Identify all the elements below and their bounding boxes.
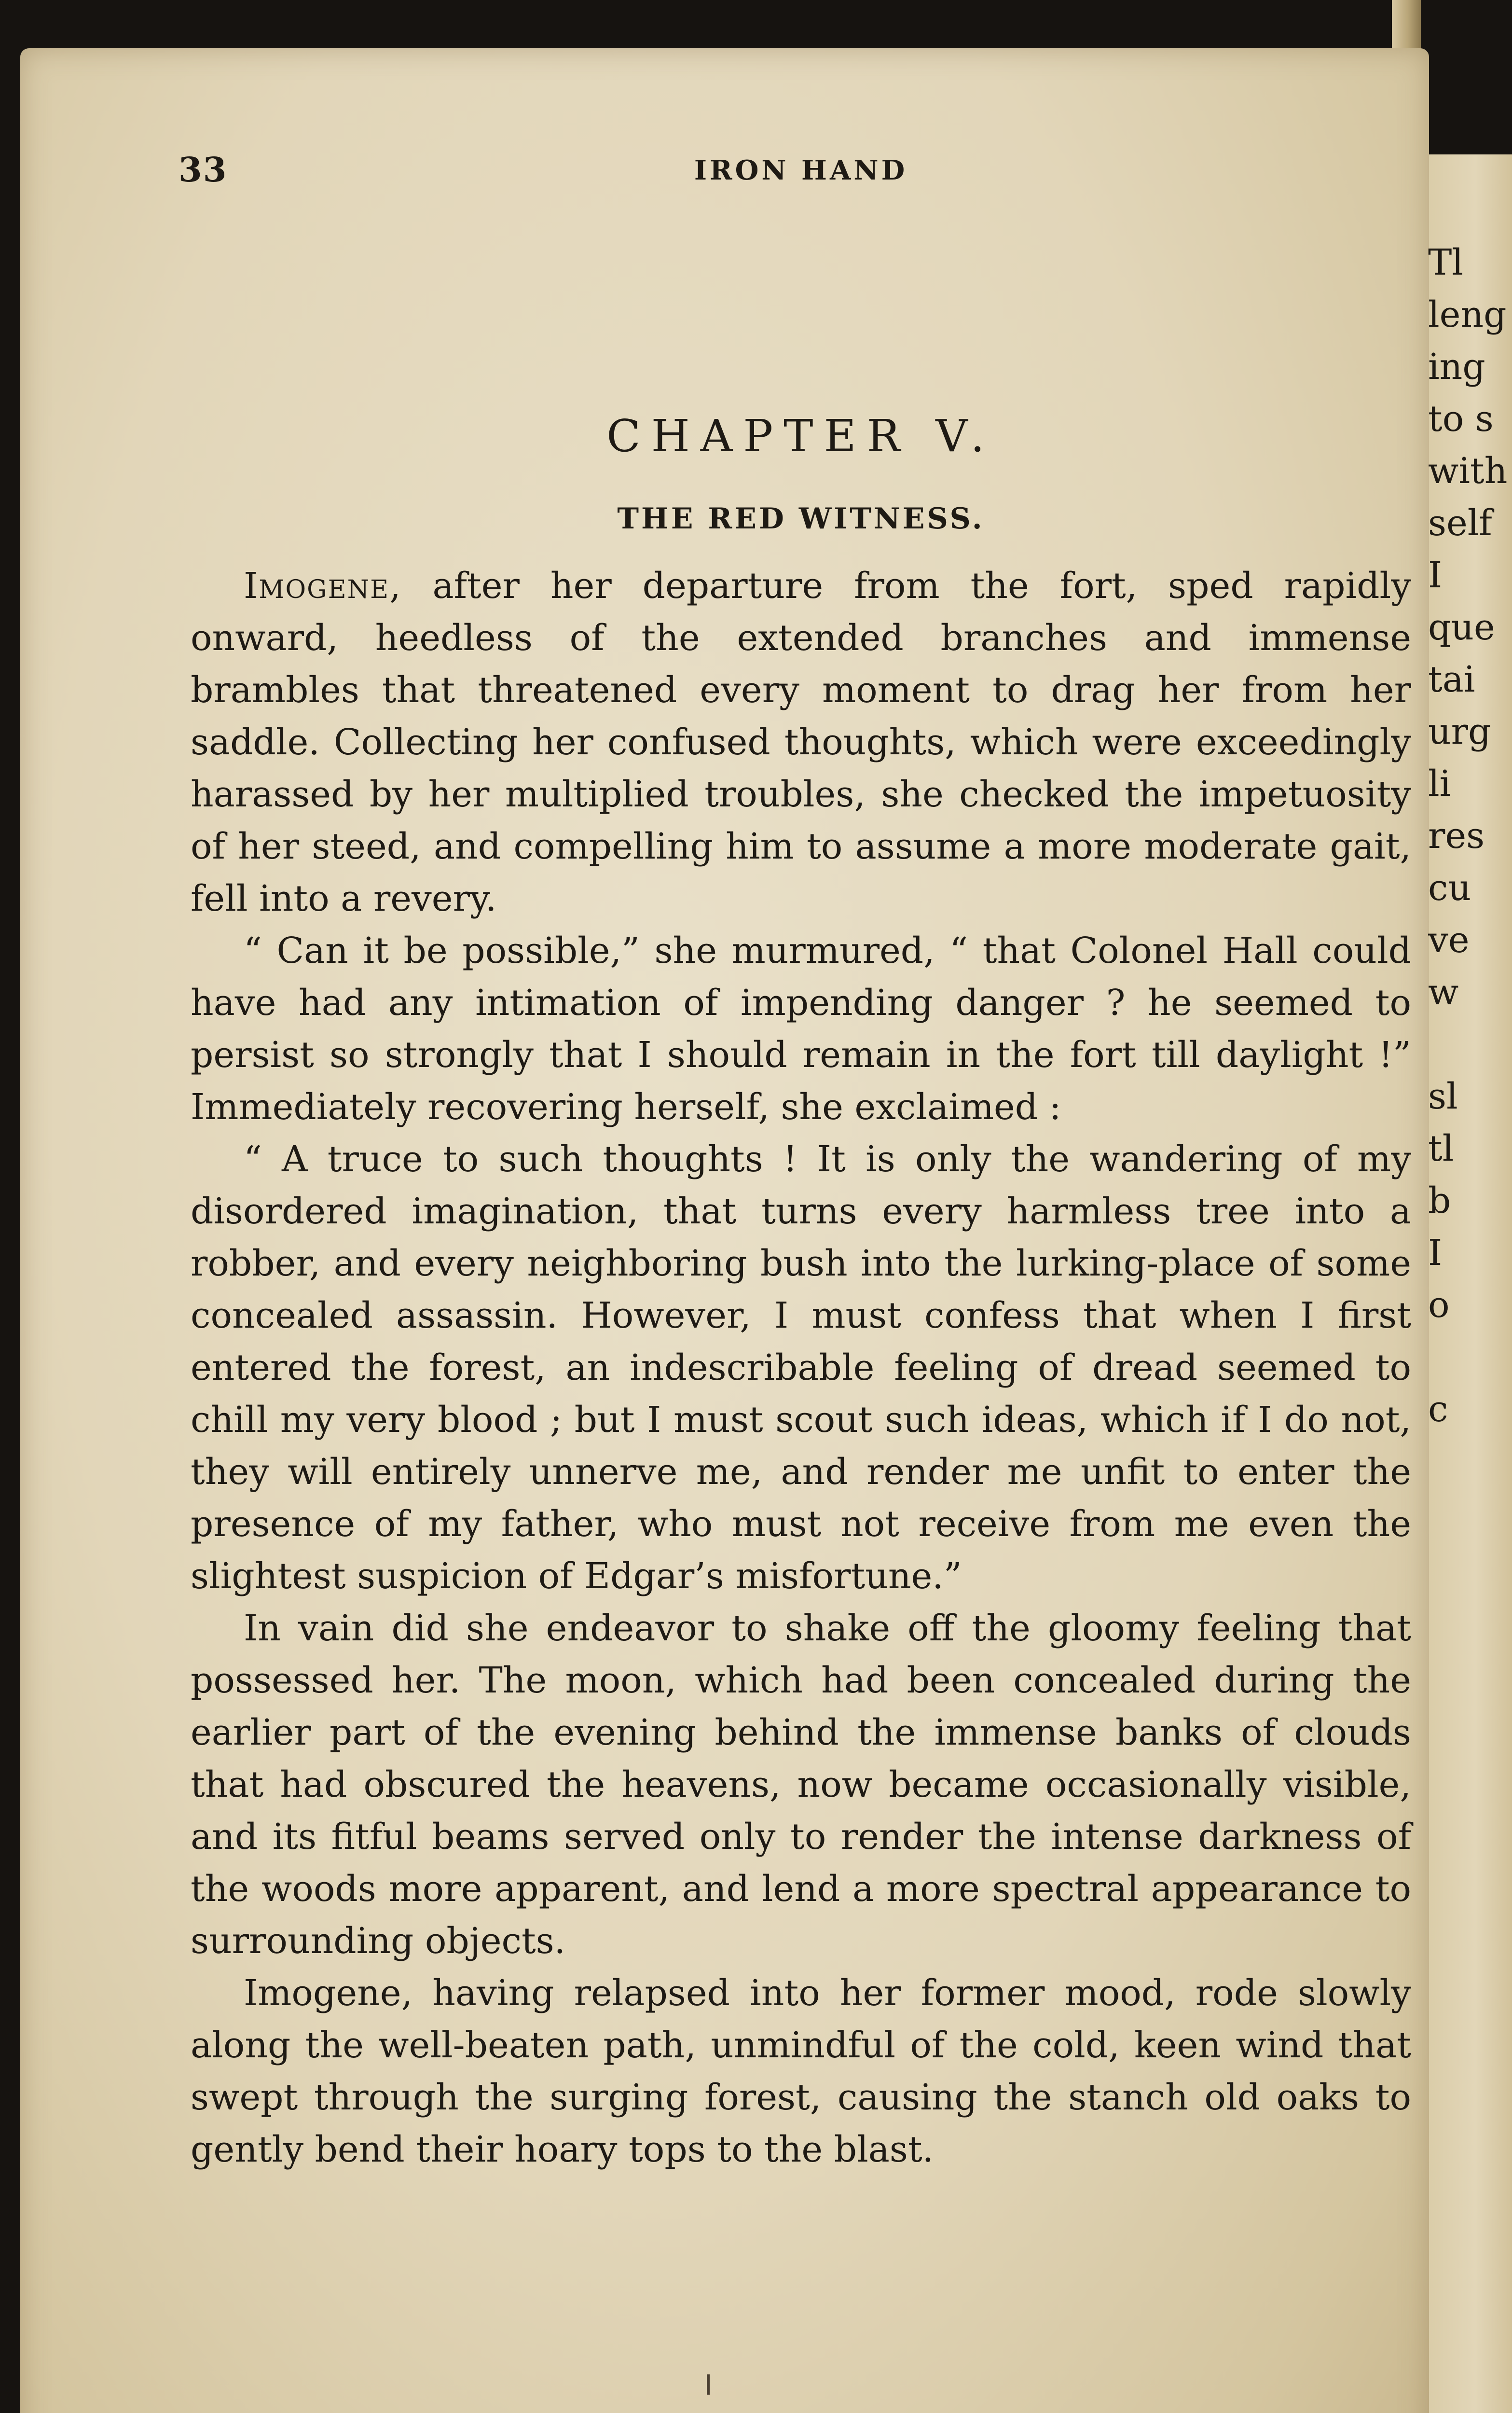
chapter-heading: CHAPTER V. <box>606 410 995 462</box>
running-title: IRON HAND <box>694 154 908 186</box>
facing-page-fragment: I <box>1428 555 1443 596</box>
facing-page-fragment: tl <box>1428 1128 1454 1169</box>
facing-page-fragment: res <box>1428 815 1485 857</box>
facing-page-fragment <box>1428 1331 1510 1383</box>
facing-page-fragment: li <box>1428 763 1451 804</box>
facing-page-fragment: ve <box>1428 919 1470 961</box>
paragraph <box>191 1967 1411 2176</box>
facing-page-fragment: Tl <box>1428 242 1464 283</box>
chapter-subtitle: THE RED WITNESS. <box>617 502 985 536</box>
facing-page-fragment: with <box>1428 450 1508 492</box>
facing-page-fragment: cu <box>1428 867 1471 909</box>
paragraph-text: Imogene, having relapsed into her former mood, rode slowly along the well-beaten path, unmindful of the cold, keen wind that swept through the surging forest, causing the stanch old oaks to gently bend their hoary tops to the blast. <box>191 1972 1411 2170</box>
facing-page-fragment: leng <box>1428 294 1507 335</box>
facing-page-fragment: self <box>1428 502 1492 544</box>
paragraph-text: after her departure from the fort, sped rapidly onward, heedless of the extended branches and immense brambles that threatened every moment to drag her from her saddle. Collecting her confused thoughts, which were exceedingly harassed by her multiplied troubles, she checked the impetuosity of her steed, and compelling him to assume a more moderate gait, fell into a revery. <box>191 565 1411 919</box>
paragraph-text: In vain did she endeavor to shake off the gloomy feeling that possessed her. The moon, which had been concealed during the earlier part of the evening behind the immense banks of clouds that had obscured the heavens, now became occasionally visible, and its fitful beams served only to render the intense darkness of the woods more apparent, and lend a more spectral appearance to surrounding objects. <box>191 1608 1411 1962</box>
page-number: 33 <box>179 150 228 190</box>
facing-page-fragment: to s <box>1428 398 1494 440</box>
facing-page-fragment: tai <box>1428 659 1475 700</box>
facing-page-fragment: que <box>1428 607 1495 648</box>
chapter-body <box>191 560 1411 2176</box>
paragraph <box>191 925 1411 1133</box>
running-head <box>179 150 1423 203</box>
facing-page-fragment: I <box>1428 1232 1443 1274</box>
paragraph <box>191 1602 1411 1967</box>
paragraph-lead-word: Imogene, <box>244 565 402 607</box>
facing-page-fragment: w <box>1428 971 1459 1013</box>
facing-page-text <box>1428 236 1510 1435</box>
paragraph <box>191 1133 1411 1602</box>
facing-page-fragment: urg <box>1428 711 1491 752</box>
paragraph-text: “ Can it be possible,” she murmured, “ that Colonel Hall could have had any intimation of impending danger ? he seemed to persist so strongly that I should remain in the fort till daylight !” Immediately recovering herself, she exclaimed : <box>191 930 1411 1128</box>
paragraph <box>191 560 1411 925</box>
page-ornament <box>707 2374 710 2395</box>
facing-page-fragment: sl <box>1428 1076 1458 1117</box>
paragraph-text: “ A truce to such thoughts ! It is only the wandering of my disordered imagination, that turns every harmless tree into a robber, and every neighboring bush into the lurking-place of some concealed assassin. However, I must confess that when I first entered the forest, an indescribable feeling of dread seemed to chill my very blood ; but I must scout such ideas, which if I do not, they will entirely unnerve me, and render me unfit to enter the presence of my father, who must not receive from me even the slightest suspicion of Edgar’s misfortune.” <box>191 1138 1411 1597</box>
facing-page-fragment: o <box>1428 1284 1450 1326</box>
facing-page-fragment: ing <box>1428 346 1485 388</box>
facing-page-fragment: c <box>1428 1388 1448 1430</box>
facing-page-fragment <box>1428 1018 1510 1070</box>
facing-page-fragment: b <box>1428 1180 1451 1221</box>
